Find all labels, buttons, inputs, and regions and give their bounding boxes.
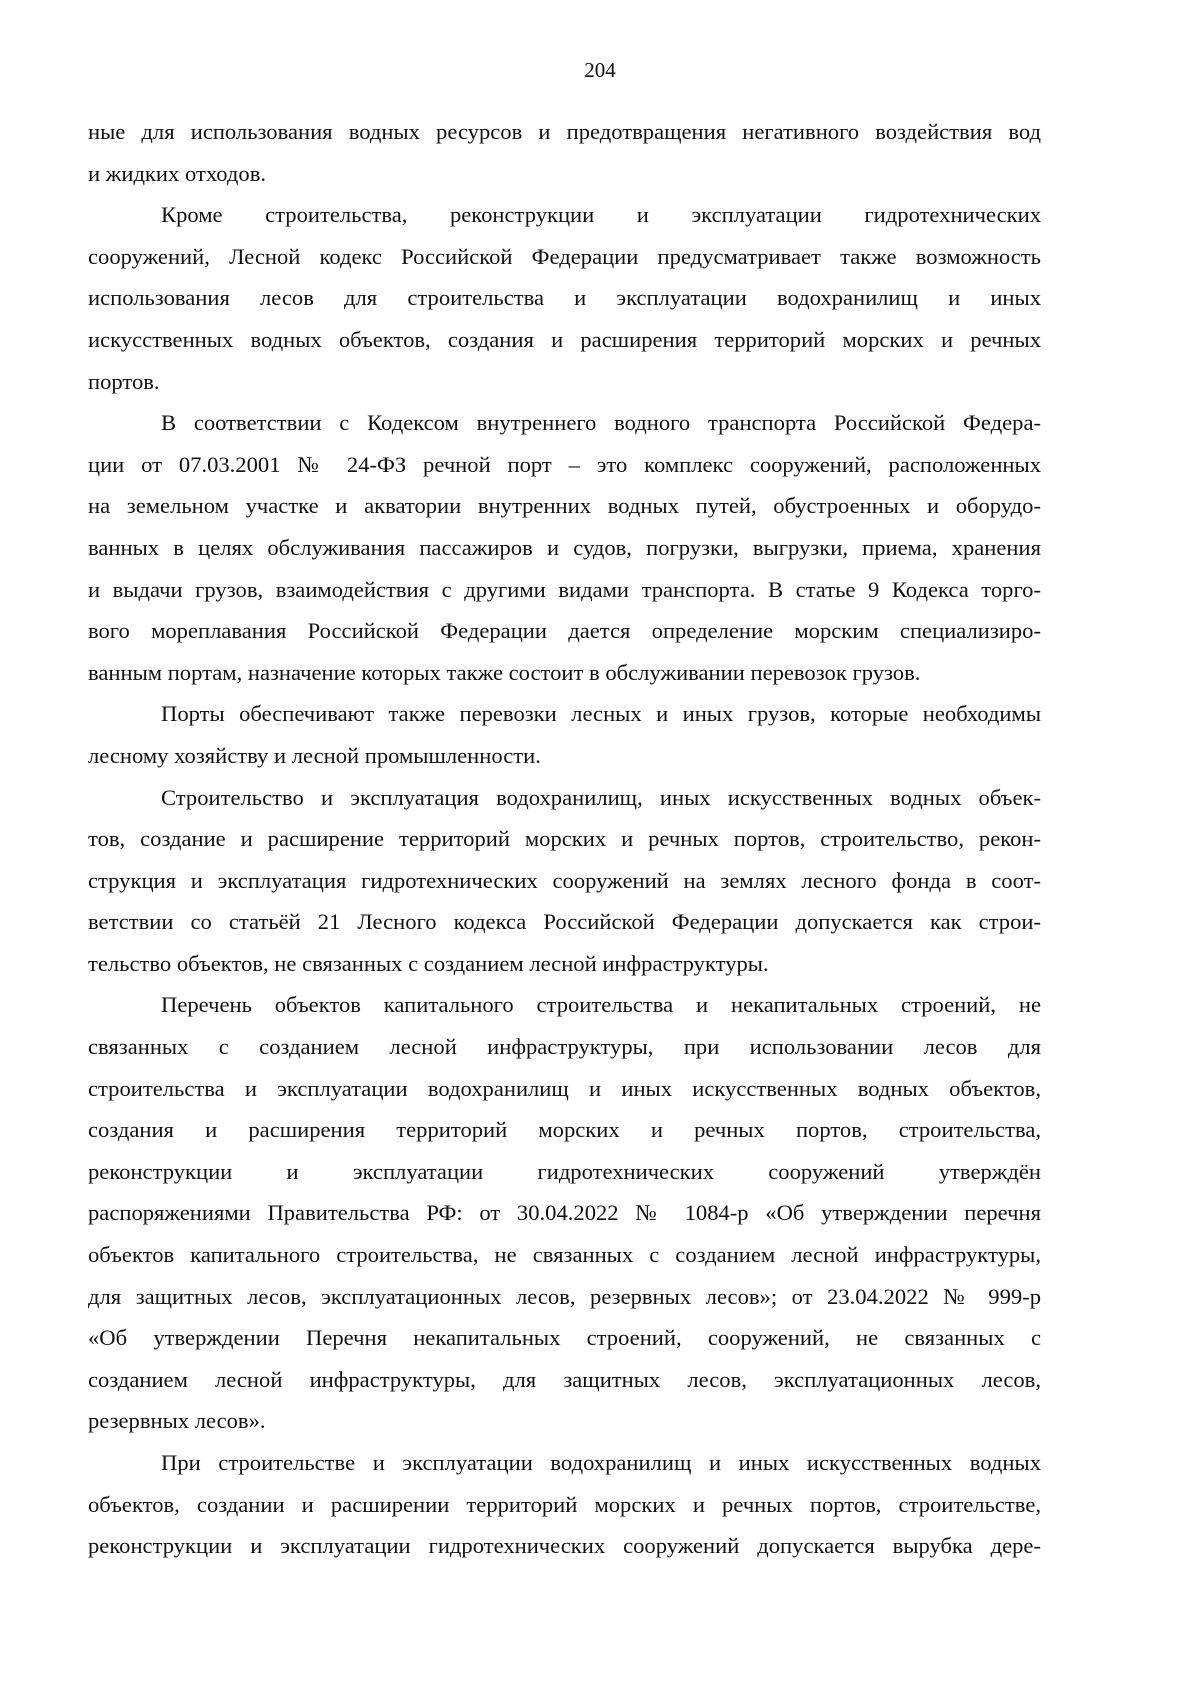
text-line: тов, создание и расширение территорий морских и речных портов, строительство, рекон- (88, 826, 1041, 852)
paragraph-6-line (88, 1151, 1041, 1193)
paragraph-6-line (88, 1109, 1041, 1151)
paragraph-3-line (88, 610, 1041, 652)
text-line: создания и расширения территорий морских и речных портов, строительства, (88, 1117, 1041, 1143)
text-line: сооружений, Лесной кодекс Российской Федерации предусматривает также возможность (88, 243, 1041, 269)
paragraph-3-line (88, 444, 1041, 486)
text-line: распоряжениями Правительства РФ: от 30.04.2022 № 1084-р «Об утверждении перечня (88, 1200, 1041, 1226)
text-line: вого мореплавания Российской Федерации дается определение морским специализиро- (88, 618, 1041, 644)
text-line: тельство объектов, не связанных с созданием лесной инфраструктуры. (88, 950, 769, 976)
paragraph-2 (88, 194, 1041, 236)
paragraph-2-line (88, 277, 1041, 319)
text-line: объектов капитального строительства, не связанных с созданием лесной инфраструктуры, (88, 1242, 1041, 1268)
paragraph-2-end (88, 361, 1041, 403)
paragraph-7 (88, 1442, 1041, 1484)
paragraph-6-line (88, 1317, 1041, 1359)
paragraph-6-line (88, 1276, 1041, 1318)
paragraph-5 (88, 777, 1041, 819)
page-number: 204 (584, 58, 616, 82)
paragraph-5-end (88, 943, 1041, 985)
paragraph-6-line (88, 1234, 1041, 1276)
paragraph-5-line (88, 860, 1041, 902)
text-line: на земельном участке и акватории внутренних водных путей, обустроенных и оборудо- (88, 493, 1041, 519)
paragraph-3-line (88, 527, 1041, 569)
text-line: реконструкции и эксплуатации гидротехнических сооружений утверждён (88, 1158, 1041, 1184)
paragraph-2-line (88, 319, 1041, 361)
paragraph-6-line (88, 1192, 1041, 1234)
text-line: ные для использования водных ресурсов и предотвращения негативного воздействия вод (88, 119, 1041, 144)
paragraph-3-line (88, 485, 1041, 527)
paragraph-5-line (88, 818, 1041, 860)
paragraph-6 (88, 984, 1041, 1026)
text-line: «Об утверждении Перечня некапитальных строений, сооружений, не связанных с (88, 1325, 1041, 1351)
text-line: ванных в целях обслуживания пассажиров и судов, погрузки, выгрузки, приема, хранения (88, 534, 1041, 560)
paragraph-4 (88, 693, 1041, 735)
text-line: Перечень объектов капитального строительства и некапитальных строений, не (161, 992, 1041, 1018)
paragraph-3 (88, 402, 1041, 444)
text-line: связанных с созданием лесной инфраструктуры, при использовании лесов для (88, 1034, 1041, 1060)
paragraph-3-line (88, 569, 1041, 611)
text-line: использования лесов для строительства и эксплуатации водохранилищ и иных (88, 285, 1041, 311)
text-line: ции от 07.03.2001 № 24-ФЗ речной порт – это комплекс сооружений, расположенных (88, 451, 1041, 477)
text-line: портов. (88, 368, 160, 394)
paragraph-3-end (88, 652, 1041, 694)
text-line: Кроме строительства, реконструкции и эксплуатации гидротехнических (161, 202, 1041, 228)
paragraph-7-line (88, 1525, 1041, 1567)
text-line: ванным портам, назначение которых также состоит в обслуживании перевозок грузов. (88, 659, 921, 685)
paragraph-4-end (88, 735, 1041, 777)
text-line: для защитных лесов, эксплуатационных лесов, резервных лесов»; от 23.04.2022 № 999-р (88, 1283, 1041, 1309)
text-line: строительства и эксплуатации водохранилищ и иных искусственных водных объектов, (88, 1075, 1041, 1101)
text-line: созданием лесной инфраструктуры, для защитных лесов, эксплуатационных лесов, (88, 1366, 1041, 1392)
paragraph-5-line (88, 901, 1041, 943)
text-line: При строительстве и эксплуатации водохранилищ и иных искусственных водных (161, 1450, 1041, 1475)
text-line: и жидких отходов. (88, 160, 267, 186)
paragraph-7-line (88, 1484, 1041, 1526)
text-line: резервных лесов». (88, 1408, 266, 1434)
body-text (88, 111, 1041, 1567)
text-line: ветствии со статьёй 21 Лесного кодекса Российской Федерации допускается как строи- (88, 909, 1041, 935)
text-line: Порты обеспечивают также перевозки лесных и иных грузов, которые необходимы (161, 701, 1041, 727)
paragraph-1-end (88, 153, 1041, 195)
text-line: В соответствии с Кодексом внутреннего водного транспорта Российской Федера- (161, 410, 1041, 436)
text-line: искусственных водных объектов, создания и расширения территорий морских и речных (88, 326, 1041, 352)
text-line: струкция и эксплуатация гидротехнических сооружений на землях лесного фонда в соот- (88, 867, 1041, 893)
text-line: и выдачи грузов, взаимодействия с другими видами транспорта. В статье 9 Кодекса торго- (88, 576, 1041, 602)
text-line: лесному хозяйству и лесной промышленности. (88, 742, 541, 768)
paragraph-6-line (88, 1068, 1041, 1110)
text-line: объектов, создании и расширении территорий морских и речных портов, строительстве, (88, 1491, 1041, 1517)
paragraph-1 (88, 111, 1041, 153)
paragraph-2-line (88, 236, 1041, 278)
text-line: реконструкции и эксплуатации гидротехнических сооружений допускается вырубка дере- (88, 1533, 1041, 1559)
paragraph-6-end (88, 1400, 1041, 1442)
text-line: Строительство и эксплуатация водохранилищ, иных искусственных водных объек- (161, 784, 1041, 810)
paragraph-6-line (88, 1359, 1041, 1401)
paragraph-6-line (88, 1026, 1041, 1068)
